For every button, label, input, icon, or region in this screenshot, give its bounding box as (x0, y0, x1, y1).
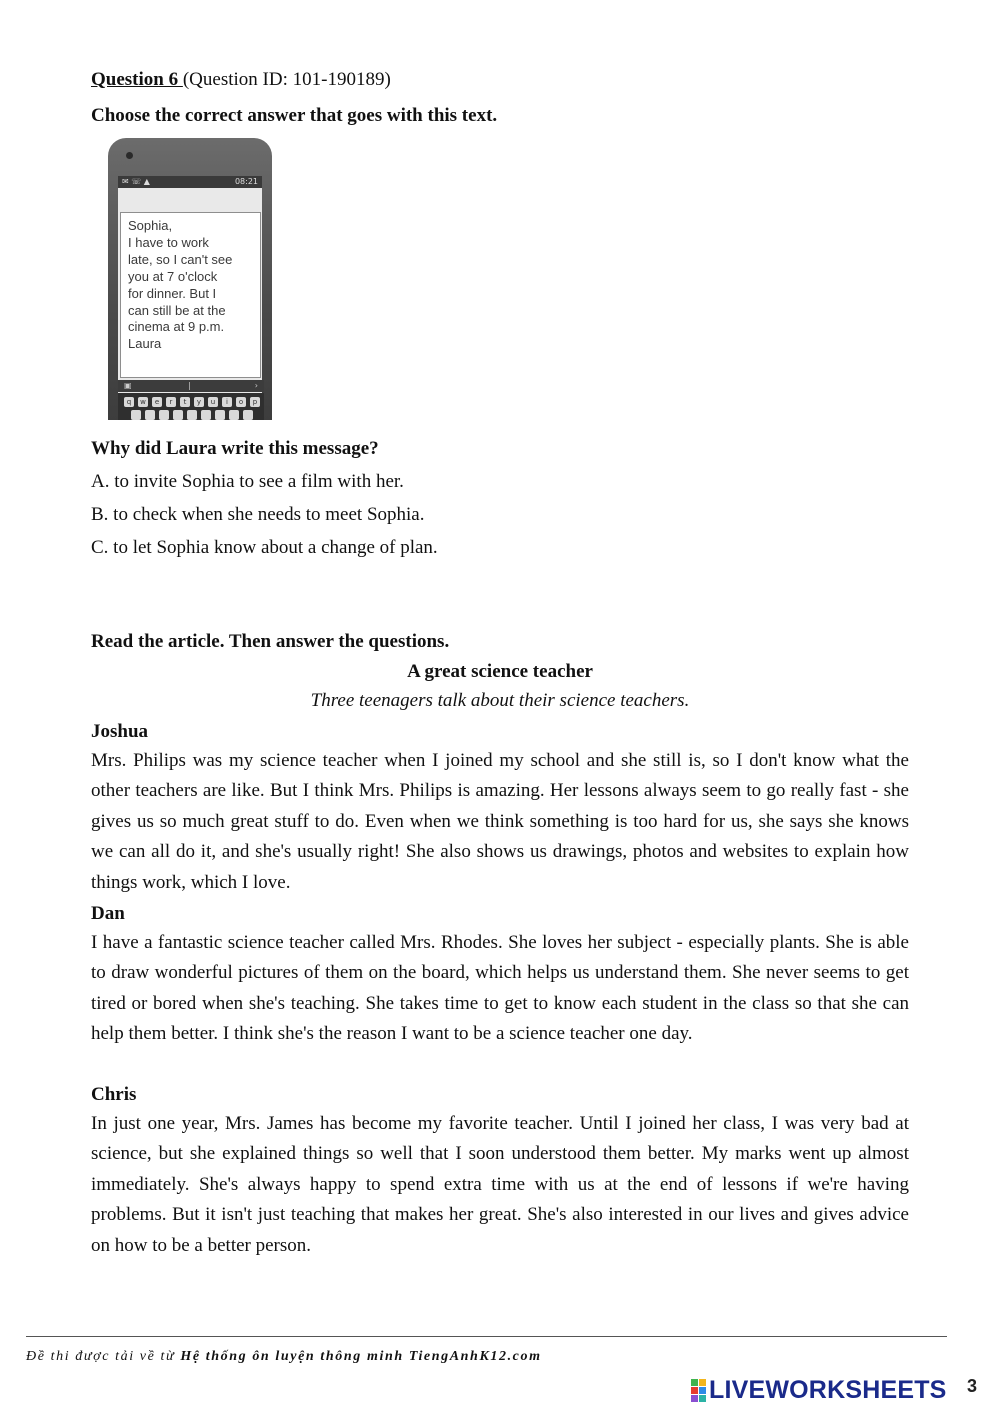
keyboard-key: e (152, 397, 162, 407)
mcq-question: Why did Laura write this message? (91, 438, 379, 459)
keyboard-key: q (124, 397, 134, 407)
keyboard-key: i (222, 397, 232, 407)
footer-source (26, 1348, 542, 1366)
keyboard-key: w (138, 397, 148, 407)
keyboard-key: o (236, 397, 246, 407)
message-line: cinema at 9 p.m. (128, 319, 225, 335)
keyboard-key: t (180, 397, 190, 407)
page-number: 3 (967, 1376, 978, 1396)
keyboard-key: r (166, 397, 176, 407)
message-line: you at 7 o'clock (128, 268, 218, 284)
message-line: for dinner. But I (128, 285, 217, 301)
phone-camera (126, 152, 133, 159)
option-b[interactable]: B. to check when she needs to meet Sophia. (91, 504, 425, 525)
article-subtitle: Three teenagers talk about their science teachers. (310, 690, 690, 711)
keyboard-key-row2 (187, 410, 197, 420)
keyboard-key-row2 (215, 410, 225, 420)
option-a[interactable]: A. to invite Sophia to see a film with her. (91, 471, 404, 492)
footer-site: Hệ thống ôn luyện thông minh TiengAnhK12.com (180, 1349, 542, 1364)
message-line: I have to work (128, 234, 209, 250)
status-icons: ✉ ☏ ▲ (122, 177, 150, 186)
keyboard-key-row2 (145, 410, 155, 420)
footer-divider (26, 1336, 947, 1337)
article-instruction: Read the article. Then answer the questions. (91, 631, 450, 652)
chevron-right-icon: › (254, 381, 258, 390)
message-line: Laura (128, 336, 162, 352)
section-name-chris: Chris (91, 1084, 137, 1105)
message-line: late, so I can't see (128, 251, 233, 267)
keyboard-key-row2 (243, 410, 253, 420)
section-text-dan: I have a fantastic science teacher called Mrs. Rhodes. She loves her subject - especially plants. She is able to draw wonderful pictures of them on the board, which helps us understand them. She never seems to get tired or bored when she's teaching. She takes time to get to know each student in the class so that she can help them better. I think she's the reason I want to be a science teacher one day. (91, 932, 909, 1045)
keyboard-key: p (250, 397, 260, 407)
section-name-dan: Dan (91, 903, 125, 924)
section-text-chris: In just one year, Mrs. James has become my favorite teacher. Until I joined her class, I was very bad at science, but she explained things so well that I soon understood them better. My marks went up almost immediately. She's always happy to spend extra time with us at the end of lessons if we're having problems. But it isn't just teaching that makes her great. She's also interested in our lives and gives advice on how to be a better person. (91, 1113, 909, 1256)
keyboard-key: u (208, 397, 218, 407)
message-line: can still be at the (128, 302, 226, 318)
keyboard-key-row2 (229, 410, 239, 420)
logo-tiles-icon (691, 1379, 706, 1402)
message-line: Sophia, (128, 218, 173, 233)
phone-input-bar (118, 380, 264, 392)
question-label: Question 6 (91, 69, 183, 90)
keyboard-key-row2 (159, 410, 169, 420)
keyboard-key: y (194, 397, 204, 407)
phone-status-bar (118, 176, 262, 188)
keyboard-key-row2 (173, 410, 183, 420)
footer-prefix: Đề thi được tải về từ (26, 1349, 181, 1364)
camera-icon: ▣ (124, 381, 132, 390)
question-instruction: Choose the correct answer that goes with this text. (91, 105, 498, 126)
divider-icon: | (188, 381, 191, 390)
section-text-joshua: Mrs. Philips was my science teacher when I joined my school and she still is, so I don't know what the other teachers are like. But I think Mrs. Philips is amazing. Her lessons always seem to go really fast - she gives us so much great stuff to do. Even when we think something is too hard for us, she says she knows we can all do it, and she's usually right! She also shows us drawings, photos and websites to explain how things work, which I love. (91, 750, 909, 893)
option-c[interactable]: C. to let Sophia know about a change of plan. (91, 537, 438, 558)
article-title: A great science teacher (407, 661, 593, 682)
status-time: 08:21 (234, 177, 258, 186)
keyboard-key-row2 (131, 410, 141, 420)
liveworksheets-logo (691, 1377, 947, 1403)
section-name-joshua: Joshua (91, 721, 149, 742)
question-id: (Question ID: 101-190189) (182, 69, 391, 90)
phone-message (120, 212, 261, 378)
keyboard-key-row2 (201, 410, 211, 420)
logo-text: LIVEWORKSHEETS (709, 1376, 947, 1404)
phone-keyboard (118, 393, 264, 420)
question-header (91, 68, 391, 92)
